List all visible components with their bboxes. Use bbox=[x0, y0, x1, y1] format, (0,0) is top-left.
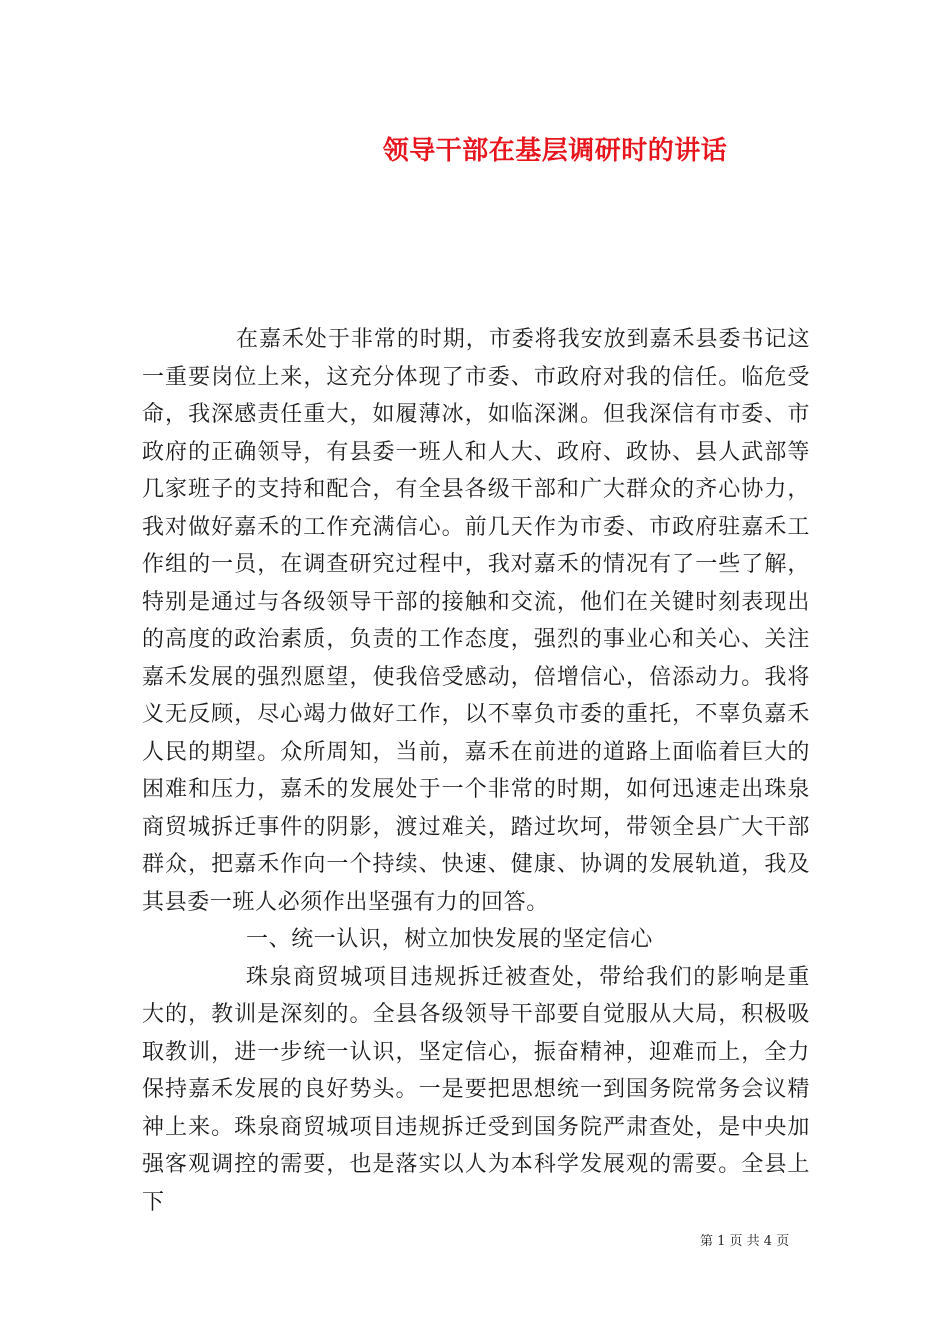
section-heading-1: 一、统一认识，树立加快发展的坚定信心 bbox=[246, 927, 653, 952]
document-body bbox=[142, 321, 810, 1221]
document-title: 领导干部在基层调研时的讲话 bbox=[382, 136, 728, 166]
body-paragraph-intro: 在嘉禾处于非常的时期，市委将我安放到嘉禾县委书记这一重要岗位上来，这充分体现了市委、市政府对我的信任。临危受命，我深感责任重大，如履薄冰，如临深渊。但我深信有市委、市政府的正确领导，有县委一班人和人大、政府、政协、县人武部等几家班子的支持和配合，有全县各级干部和广大群众的齐心协力，我对做好嘉禾的工作充满信心。前几天作为市委、市政府驻嘉禾工作组的一员，在调查研究过程中，我对嘉禾的情况有了一些了解，特别是通过与各级领导干部的接触和交流，他们在关键时刻表现出的高度的政治素质，负责的工作态度，强烈的事业心和关心、关注嘉禾发展的强烈愿望，使我倍受感动，倍增信心，倍添动力。我将义无反顾，尽心竭力做好工作，以不辜负市委的重托，不辜负嘉禾人民的期望。众所周知，当前，嘉禾在前进的道路上面临着巨大的困难和压力，嘉禾的发展处于一个非常的时期，如何迅速走出珠泉商贸城拆迁事件的阴影，渡过难关，踏过坎坷，带领全县广大干部群众，把嘉禾作向一个持续、快速、健康、协调的发展轨道，我及其县委一班人必须作出坚强有力的回答。 bbox=[142, 327, 810, 915]
page-number-footer: 第 1 页 共 4 页 bbox=[700, 1234, 790, 1249]
body-paragraph-section-1: 珠泉商贸城项目违规拆迁被查处，带给我们的影响是重大的，教训是深刻的。全县各级领导干部要自觉服从大局，积极吸取教训，进一步统一认识，坚定信心，振奋精神，迎难而上，全力保持嘉禾发展的良好势头。一是要把思想统一到国务院常务会议精神上来。珠泉商贸城项目违规拆迁受到国务院严肃查处，是中央加强客观调控的需要，也是落实以人为本科学发展观的需要。全县上下 bbox=[142, 964, 810, 1215]
